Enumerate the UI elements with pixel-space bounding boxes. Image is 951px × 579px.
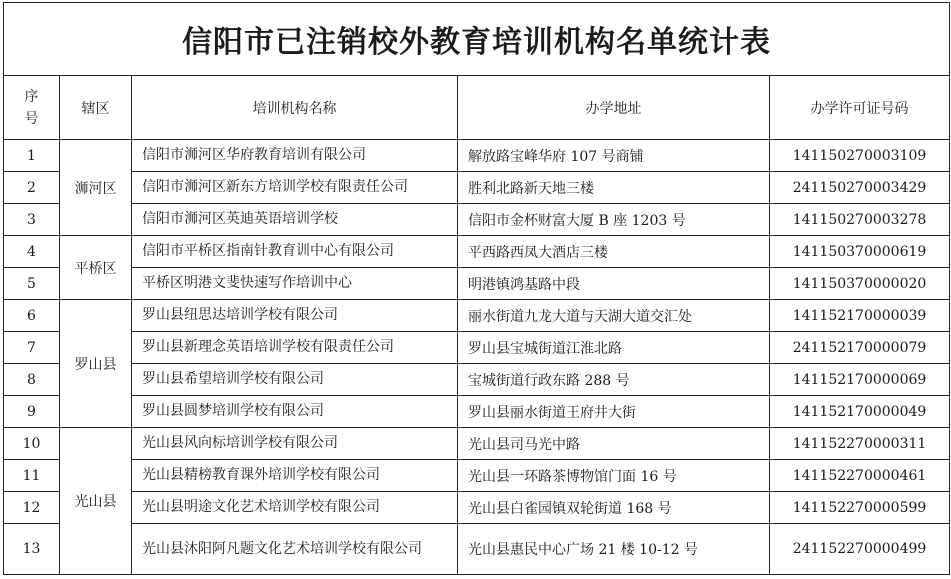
cell-seq: 13 xyxy=(4,524,60,575)
cell-name: 信阳市平桥区指南针教育训中心有限公司 xyxy=(132,236,458,268)
cell-seq: 1 xyxy=(4,140,60,172)
cell-name: 光山县精榜教育课外培训学校有限公司 xyxy=(132,460,458,492)
cell-seq: 7 xyxy=(4,332,60,364)
cell-license: 141152170000039 xyxy=(770,300,950,332)
table-row xyxy=(4,428,950,460)
cell-name: 光山县明途文化艺术培训学校有限公司 xyxy=(132,492,458,524)
table-row xyxy=(4,300,950,332)
cell-address: 胜利北路新天地三楼 xyxy=(458,172,770,204)
cell-license: 141152270000599 xyxy=(770,492,950,524)
header-name: 培训机构名称 xyxy=(132,76,458,140)
table-row xyxy=(4,524,950,575)
cell-seq: 12 xyxy=(4,492,60,524)
table-row xyxy=(4,364,950,396)
cell-license: 141152270000461 xyxy=(770,460,950,492)
cell-license: 141150370000619 xyxy=(770,236,950,268)
cell-district: 罗山县 xyxy=(60,300,132,428)
cell-district: 浉河区 xyxy=(60,140,132,236)
cell-name: 光山县风向标培训学校有限公司 xyxy=(132,428,458,460)
cell-name: 罗山县新理念英语培训学校有限责任公司 xyxy=(132,332,458,364)
cell-license: 141150270003278 xyxy=(770,204,950,236)
cell-name: 信阳市浉河区新东方培训学校有限责任公司 xyxy=(132,172,458,204)
header-seq-line-2: 号 xyxy=(24,110,39,127)
table-row xyxy=(4,396,950,428)
cell-seq: 2 xyxy=(4,172,60,204)
cell-address: 丽水街道九龙大道与天湖大道交汇处 xyxy=(458,300,770,332)
cell-address: 光山县惠民中心广场 21 楼 10-12 号 xyxy=(458,524,770,575)
table-row xyxy=(4,268,950,300)
cell-address: 光山县司马光中路 xyxy=(458,428,770,460)
cell-license: 141152170000069 xyxy=(770,364,950,396)
table-row xyxy=(4,332,950,364)
cell-name: 信阳市浉河区华府教育培训有限公司 xyxy=(132,140,458,172)
cell-name: 平桥区明港文斐快速写作培训中心 xyxy=(132,268,458,300)
cell-address: 光山县白雀园镇双轮街道 168 号 xyxy=(458,492,770,524)
cell-district: 光山县 xyxy=(60,428,132,575)
cell-seq: 6 xyxy=(4,300,60,332)
cell-license: 241152170000079 xyxy=(770,332,950,364)
table-row xyxy=(4,492,950,524)
cell-name: 罗山县纽思达培训学校有限公司 xyxy=(132,300,458,332)
cell-address: 罗山县丽水街道王府井大街 xyxy=(458,396,770,428)
cell-address: 光山县一环路茶博物馆门面 16 号 xyxy=(458,460,770,492)
header-district: 辖区 xyxy=(60,76,132,140)
cell-seq: 9 xyxy=(4,396,60,428)
cell-license: 241150270003429 xyxy=(770,172,950,204)
table-row xyxy=(4,204,950,236)
cell-name: 罗山县希望培训学校有限公司 xyxy=(132,364,458,396)
table-row xyxy=(4,140,950,172)
cell-seq: 10 xyxy=(4,428,60,460)
table-row xyxy=(4,460,950,492)
cell-license: 141150270003109 xyxy=(770,140,950,172)
header-license: 办学许可证号码 xyxy=(770,76,950,140)
header-address: 办学地址 xyxy=(458,76,770,140)
cell-seq: 4 xyxy=(4,236,60,268)
cell-address: 明港镇鸿基路中段 xyxy=(458,268,770,300)
cell-district: 平桥区 xyxy=(60,236,132,300)
cell-license: 141152270000311 xyxy=(770,428,950,460)
cell-seq: 11 xyxy=(4,460,60,492)
cell-license: 141152170000049 xyxy=(770,396,950,428)
deregistered-institutions-table xyxy=(3,2,950,575)
cell-address: 解放路宝峰华府 107 号商铺 xyxy=(458,140,770,172)
cell-address: 宝城街道行政东路 288 号 xyxy=(458,364,770,396)
header-seq xyxy=(4,76,60,140)
table-row xyxy=(4,172,950,204)
cell-address: 罗山县宝城街道江淮北路 xyxy=(458,332,770,364)
cell-name: 信阳市浉河区英迪英语培训学校 xyxy=(132,204,458,236)
cell-address: 信阳市金杯财富大厦 B 座 1203 号 xyxy=(458,204,770,236)
cell-license: 141150370000020 xyxy=(770,268,950,300)
table-title: 信阳市已注销校外教育培训机构名单统计表 xyxy=(4,3,950,76)
cell-address: 平西路西凤大酒店三楼 xyxy=(458,236,770,268)
header-row xyxy=(4,76,950,140)
cell-license: 241152270000499 xyxy=(770,524,950,575)
cell-seq: 8 xyxy=(4,364,60,396)
cell-seq: 3 xyxy=(4,204,60,236)
cell-name: 光山县沐阳阿凡题文化艺术培训学校有限公司 xyxy=(132,524,458,575)
table-row xyxy=(4,236,950,268)
cell-seq: 5 xyxy=(4,268,60,300)
header-seq-line-1: 序 xyxy=(24,88,39,105)
cell-name: 罗山县圆梦培训学校有限公司 xyxy=(132,396,458,428)
